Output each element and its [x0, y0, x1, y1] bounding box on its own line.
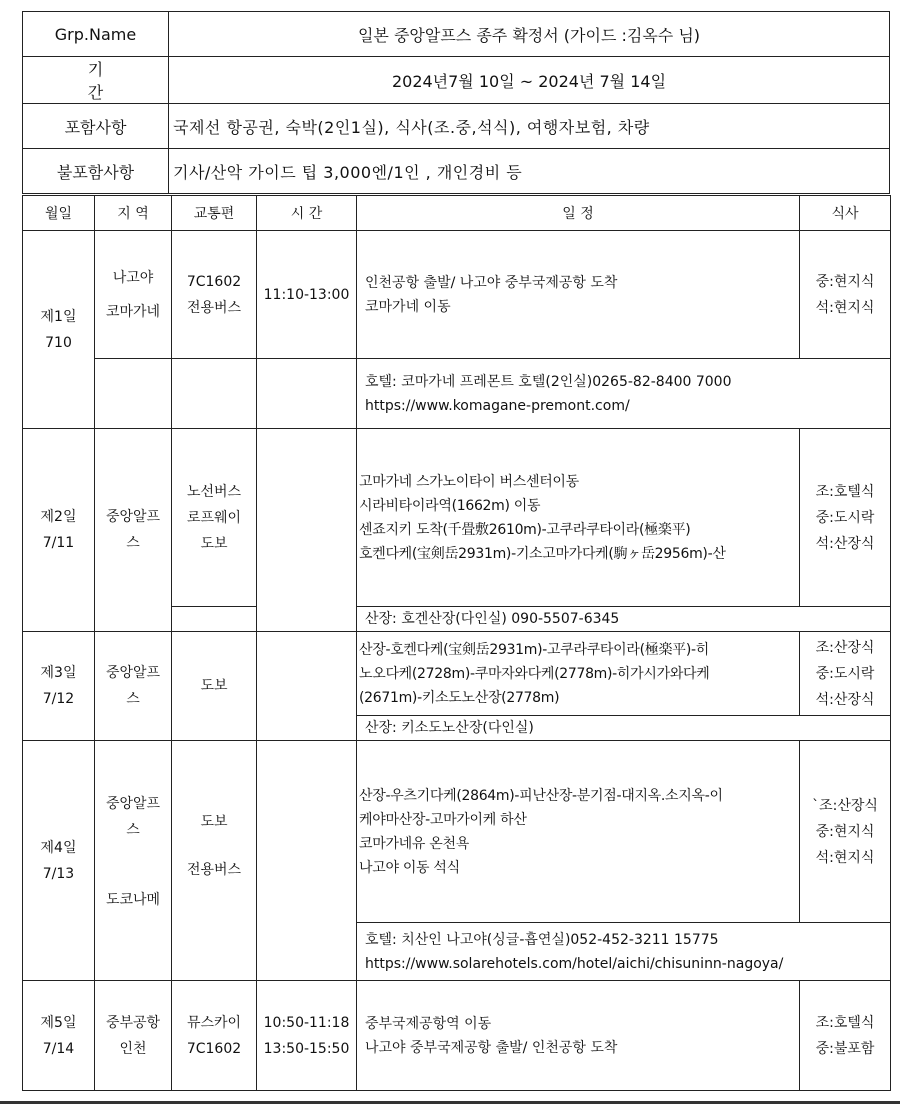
region-line: 중앙알프	[105, 665, 161, 681]
note-line: 호텔: 코마가네 프레몬트 호텔(2인실)0265-82-8400 7000	[365, 373, 732, 390]
period-value: 2024년7월 10일 ~ 2024년 7월 14일	[169, 57, 890, 104]
transport-line: 7C1602	[186, 1040, 242, 1057]
day-3-transport	[172, 632, 257, 741]
plan-line: 케야마산장-고마가이케 하산	[359, 811, 527, 828]
transport-line: 도보	[200, 814, 228, 830]
plan-line: 호켄다케(宝剣岳2931m)-기소고마가다케(駒ヶ岳2956m)-산	[359, 545, 726, 562]
page-bottom-rule	[0, 1101, 900, 1104]
plan-line: 산장-우츠기다케(2864m)-피난산장-분기점-대지옥.소지옥-이	[359, 787, 723, 804]
meal-line: 조:호텔식	[815, 483, 875, 500]
day-2-row	[23, 429, 891, 607]
period-row	[23, 57, 890, 104]
date-value: 7/12	[42, 691, 75, 707]
note-line: 산장: 키소도노산장(다인실)	[365, 720, 534, 736]
day-1-time	[257, 231, 357, 359]
plan-line: 센죠지키 도착(千畳敷2610m)-고쿠라쿠타이라(極楽平)	[359, 521, 691, 538]
day-1-meals	[800, 231, 891, 359]
day-1-transport-cont	[172, 359, 257, 429]
day-5-transport	[172, 981, 257, 1091]
meal-line: 중:도시락	[815, 665, 875, 682]
day-1-region	[95, 231, 172, 359]
col-transport: 교통편	[172, 196, 257, 231]
included-value: 국제선 항공권, 숙박(2인1실), 식사(조.중,석식), 여행자보험, 차량	[169, 104, 890, 149]
plan-line: (2671m)-키소도노산장(2778m)	[359, 689, 560, 706]
transport-line: 전용버스	[186, 299, 242, 316]
itinerary-table	[22, 195, 891, 1091]
day-5-row	[23, 981, 891, 1091]
note-line: https://www.solarehotels.com/hotel/aichi/chisuninn-nagoya/	[365, 955, 784, 972]
meal-line: 석:산장식	[815, 691, 875, 708]
region-line: 나고야	[112, 269, 154, 286]
day-4-date	[23, 741, 95, 981]
meal-line: 중:도시락	[815, 509, 875, 526]
day-3-row	[23, 632, 891, 716]
day-5-plan	[357, 981, 800, 1091]
plan-line: 중부국제공항역 이동	[365, 1015, 492, 1032]
region-line: 중부공항	[105, 1014, 161, 1031]
plan-line: 인천공항 출발/ 나고야 중부국제공항 도착	[365, 274, 618, 291]
day-1-plan	[357, 231, 800, 359]
transport-line: 7C1602	[186, 273, 242, 290]
region-line: 도코나메	[105, 892, 161, 908]
region-line: 스	[126, 535, 140, 551]
day-1-region-cont	[95, 359, 172, 429]
day-4-plan	[357, 741, 800, 923]
time-line: 11:10-13:00	[263, 286, 350, 303]
included-row	[23, 104, 890, 149]
excluded-value: 기사/산악 가이드 팁 3,000엔/1인 , 개인경비 등	[169, 149, 890, 194]
col-plan: 일 정	[357, 196, 800, 231]
day-4-meals	[800, 741, 891, 923]
meal-line: 조:산장식	[815, 639, 875, 656]
day-1-transport	[172, 231, 257, 359]
day-5-date	[23, 981, 95, 1091]
transport-line: 뮤스카이	[186, 1014, 242, 1031]
plan-line: 코마가네유 온천욕	[359, 835, 469, 852]
plan-line: 나고야 중부국제공항 출발/ 인천공항 도착	[365, 1039, 618, 1056]
col-meals: 식사	[800, 196, 891, 231]
meal-line: 석:현지식	[815, 299, 875, 316]
transport-line: 전용버스	[186, 862, 242, 878]
meal-line: 석:산장식	[815, 535, 875, 552]
day-4-hotel-note	[357, 923, 891, 981]
meal-line: 석:현지식	[815, 849, 875, 866]
transport-line: 도보	[200, 535, 228, 552]
day-5-region	[95, 981, 172, 1091]
included-label: 포함사항	[23, 104, 169, 149]
col-region: 지 역	[95, 196, 172, 231]
excluded-label: 불포함사항	[23, 149, 169, 194]
grp-label: Grp.Name	[23, 12, 169, 57]
grp-row	[23, 12, 890, 57]
day-2-date	[23, 429, 95, 632]
meal-line: `조:산장식	[812, 797, 878, 814]
region-line: 인천	[119, 1040, 147, 1057]
plan-line: 산장-호켄다케(宝剣岳2931m)-고쿠라쿠타이라(極楽平)-히	[359, 641, 710, 658]
plan-line: 나고야 이동 석식	[359, 859, 460, 876]
day-1-time-cont	[257, 359, 357, 429]
plan-line: 코마가네 이동	[365, 298, 451, 315]
day-1-row	[23, 231, 891, 359]
col-time: 시 간	[257, 196, 357, 231]
day-2-time	[257, 429, 357, 632]
time-line: 13:50-15:50	[263, 1040, 350, 1057]
day-3-meals	[800, 632, 891, 716]
summary-table	[22, 11, 890, 194]
note-line: 산장: 호겐산장(다인실) 090-5507-6345	[365, 611, 620, 627]
meal-line: 중:현지식	[815, 273, 875, 290]
note-line: 호텔: 치산인 나고야(싱글-흡연실)052-452-3211 15775	[365, 931, 719, 948]
day-3-time	[257, 632, 357, 741]
time-line: 10:50-11:18	[263, 1014, 350, 1031]
day-label: 제2일	[40, 509, 77, 525]
transport-line: 로프웨이	[186, 509, 242, 526]
day-1-note-row	[23, 359, 891, 429]
itinerary-header	[23, 196, 891, 231]
day-3-date	[23, 632, 95, 741]
day-2-plan	[357, 429, 800, 607]
meal-line: 중:현지식	[815, 823, 875, 840]
region-line: 스	[126, 822, 140, 838]
date-value: 7/11	[42, 535, 75, 551]
day-3-lodge-note	[357, 716, 891, 741]
region-line: 스	[126, 691, 140, 707]
day-1-date	[23, 231, 95, 429]
day-label: 제4일	[40, 839, 77, 856]
day-5-time	[257, 981, 357, 1091]
region-line: 코마가네	[105, 303, 161, 320]
day-3-plan	[357, 632, 800, 716]
note-line: https://www.komagane-premont.com/	[365, 397, 630, 414]
date-value: 7/14	[42, 1040, 75, 1057]
trip-title: 일본 중앙알프스 종주 확정서 (가이드 :김옥수 님)	[169, 12, 890, 57]
day-4-time	[257, 741, 357, 981]
period-label: 기간	[23, 57, 169, 104]
day-5-meals	[800, 981, 891, 1091]
day-1-hotel-note	[357, 359, 891, 429]
day-label: 제5일	[40, 1014, 77, 1031]
day-4-transport	[172, 741, 257, 981]
meal-line: 조:호텔식	[815, 1014, 875, 1031]
day-4-row	[23, 741, 891, 923]
meal-line: 중:불포함	[815, 1040, 875, 1057]
col-date: 월일	[23, 196, 95, 231]
plan-line: 시라비타이라역(1662m) 이동	[359, 497, 541, 514]
day-2-transport	[172, 429, 257, 607]
day-2-transport-cont	[172, 607, 257, 632]
day-2-lodge-note	[357, 607, 891, 632]
day-2-meals	[800, 429, 891, 607]
transport-line: 도보	[200, 678, 228, 694]
excluded-row	[23, 149, 890, 194]
day-label: 제1일	[40, 308, 77, 325]
date-value: 7/13	[42, 865, 75, 882]
day-3-region	[95, 632, 172, 741]
day-4-region	[95, 741, 172, 981]
plan-line: 고마가네 스가노이타이 버스센터이동	[359, 473, 579, 490]
plan-line: 노오다케(2728m)-쿠마자와다케(2778m)-히가시가와다케	[359, 665, 710, 682]
day-2-region	[95, 429, 172, 632]
day-label: 제3일	[40, 665, 77, 681]
region-line: 중앙알프	[105, 509, 161, 525]
date-value: 710	[45, 334, 72, 351]
region-line: 중앙알프	[105, 796, 161, 812]
transport-line: 노선버스	[186, 483, 242, 500]
